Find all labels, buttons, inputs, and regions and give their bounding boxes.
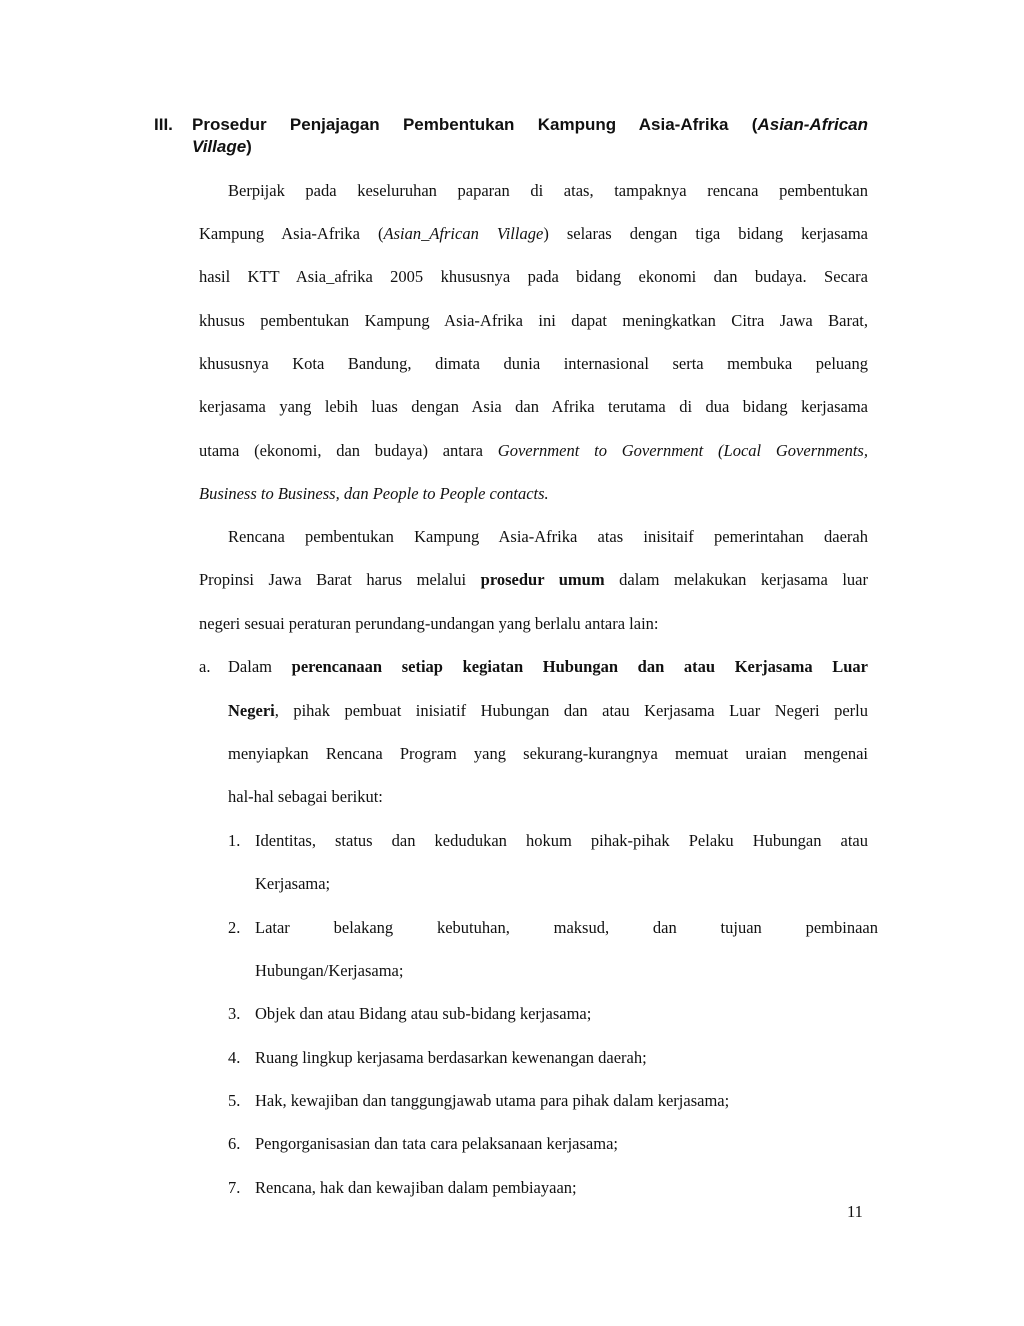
section-title-line2: Village) bbox=[192, 137, 252, 156]
list-item-line: hal-hal sebagai berikut: bbox=[228, 787, 383, 806]
list-number: 5. bbox=[228, 1091, 241, 1110]
list-number: 3. bbox=[228, 1004, 241, 1023]
list-number: 4. bbox=[228, 1048, 241, 1067]
list-item-line: Negeri, pihak pembuat inisiatif Hubungan dan atau Kerjasama Luar Negeri perlu bbox=[228, 701, 868, 720]
paragraph-line: Propinsi Jawa Barat harus melalui prosedur umum dalam melakukan kerjasama luar bbox=[199, 570, 868, 589]
paragraph-line: utama (ekonomi, dan budaya) antara Government to Government (Local Governments, bbox=[199, 441, 868, 460]
list-item: Objek dan atau Bidang atau sub-bidang kerjasama; bbox=[255, 1004, 592, 1023]
list-number: 1. bbox=[228, 831, 241, 850]
paragraph-line: kerjasama yang lebih luas dengan Asia dan Afrika terutama di dua bidang kerjasama bbox=[199, 397, 868, 416]
list-item-line: Dalam perencanaan setiap kegiatan Hubungan dan atau Kerjasama Luar bbox=[228, 657, 868, 676]
list-item-continuation: Hubungan/Kerjasama; bbox=[255, 961, 404, 980]
list-item: Rencana, hak dan kewajiban dalam pembiayaan; bbox=[255, 1178, 577, 1197]
paragraph-line: Berpijak pada keseluruhan paparan di atas, tampaknya rencana pembentukan bbox=[228, 181, 868, 200]
list-item-line: menyiapkan Rencana Program yang sekurang-kurangnya memuat uraian mengenai bbox=[228, 744, 868, 763]
paragraph-line: hasil KTT Asia_afrika 2005 khususnya pada bidang ekonomi dan budaya. Secara bbox=[199, 267, 868, 286]
list-item-continuation: Kerjasama; bbox=[255, 874, 331, 893]
list-item: Pengorganisasian dan tata cara pelaksanaan kerjasama; bbox=[255, 1134, 618, 1153]
list-number: 7. bbox=[228, 1178, 241, 1197]
section-number: III. bbox=[154, 115, 173, 134]
list-item: Identitas, status dan kedudukan hokum pihak-pihak Pelaku Hubungan atau bbox=[255, 831, 868, 850]
list-item: Hak, kewajiban dan tanggungjawab utama para pihak dalam kerjasama; bbox=[255, 1091, 730, 1110]
list-item: Latar belakang kebutuhan, maksud, dan tujuan pembinaan bbox=[255, 918, 878, 937]
list-item: Ruang lingkup kerjasama berdasarkan kewenangan daerah; bbox=[255, 1048, 647, 1067]
paragraph-line: Business to Business, dan People to People contacts. bbox=[199, 484, 549, 503]
page-number: 11 bbox=[847, 1202, 863, 1221]
paragraph-line: Rencana pembentukan Kampung Asia-Afrika atas inisitaif pemerintahan daerah bbox=[228, 527, 868, 546]
paragraph-line: negeri sesuai peraturan perundang-undangan yang berlalu antara lain: bbox=[199, 614, 659, 633]
section-title-line1: Prosedur Penjajagan Pembentukan Kampung Asia-Afrika (Asian-African bbox=[192, 115, 868, 134]
paragraph-line: khususnya Kota Bandung, dimata dunia internasional serta membuka peluang bbox=[199, 354, 868, 373]
paragraph-line: Kampung Asia-Afrika (Asian_African Village) selaras dengan tiga bidang kerjasama bbox=[199, 224, 869, 243]
paragraph-line: khusus pembentukan Kampung Asia-Afrika ini dapat meningkatkan Citra Jawa Barat, bbox=[199, 311, 868, 330]
list-number: 6. bbox=[228, 1134, 241, 1153]
list-label-a: a. bbox=[199, 657, 211, 676]
list-number: 2. bbox=[228, 918, 241, 937]
